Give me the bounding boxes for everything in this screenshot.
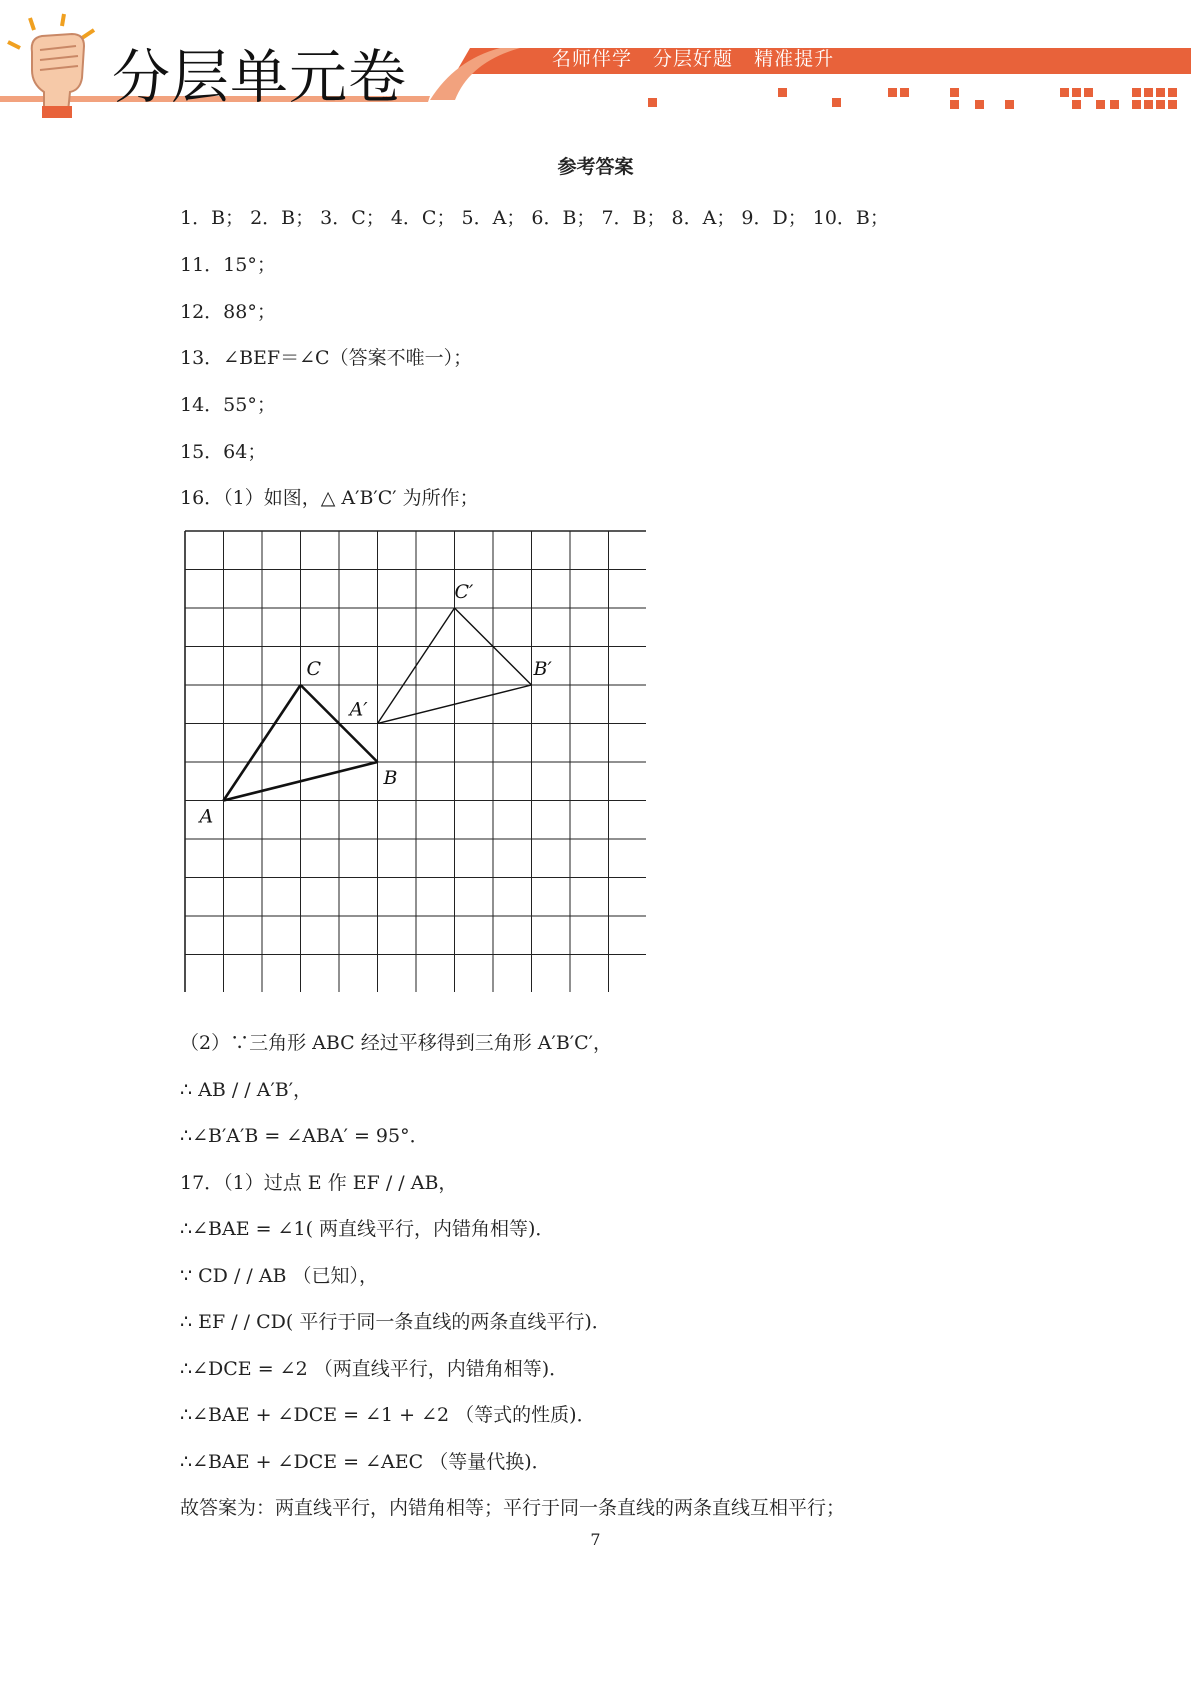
brand-title: 分层单元卷 [112,43,408,111]
vertex-label-B: B [383,767,398,789]
answer-line-17-step2: ∵ CD / / AB （已知）， [180,1265,379,1287]
translation-diagram [184,530,646,992]
answer-line-12: 12．88°； [180,301,276,323]
answer-line-17: 17．（1）过点 E 作 EF / / AB， [180,1172,458,1194]
page-header [0,0,1191,120]
answer-line-15: 15．64； [180,441,267,463]
answer-line-14: 14．55°； [180,394,276,416]
page-title: 参考答案 [557,156,634,178]
vertex-label-A: A [199,805,214,828]
answer-line-17-step4: ∴∠DCE = ∠2 （两直线平行，内错角相等)． [180,1358,569,1380]
answer-line-17-step1: ∴∠BAE = ∠1( 两直线平行，内错角相等)． [180,1218,555,1240]
answer-line-16-angle: ∴∠B′A′B = ∠ABA′ = 95°． [180,1125,429,1147]
header-slogan: 名师伴学 分层好题 精准提升 [552,48,835,70]
vertex-label-C1: C′ [454,581,474,603]
grid-figure [184,530,646,996]
answer-line-17-step5: ∴∠BAE + ∠DCE = ∠1 + ∠2 （等式的性质)． [180,1404,596,1426]
answer-line-16: 16．（1）如图，△ A′B′C′ 为所作； [180,487,479,509]
vertex-label-A1: A′ [349,698,368,721]
answer-line-17-step3: ∴ EF / / CD( 平行于同一条直线的两条直线平行)． [180,1311,611,1333]
answer-line-11: 11．15°； [180,254,276,276]
vertex-label-B1: B′ [533,658,552,680]
decorative-squares [648,88,1177,109]
answer-line-13: 13．∠BEF＝∠C（答案不唯一）； [180,347,473,369]
fist-icon [8,14,94,118]
answer-line-17-step6: ∴∠BAE + ∠DCE = ∠AEC （等量代换)． [180,1451,551,1473]
vertex-label-C: C [306,658,322,680]
answer-line-16-part2: （2）∵三角形 ABC 经过平移得到三角形 A′B′C′， [180,1032,612,1054]
page-number: 7 [590,1530,601,1549]
answer-line-17-conclusion: 故答案为：两直线平行，内错角相等；平行于同一条直线的两条直线互相平行； [180,1497,846,1519]
answer-line-16-parallel: ∴ AB / / A′B′， [180,1079,313,1101]
answer-line-choice: 1．B； 2．B； 3．C； 4．C； 5．A； 6．B； 7．B； 8．A； 9．D； 10．B； [180,207,889,229]
